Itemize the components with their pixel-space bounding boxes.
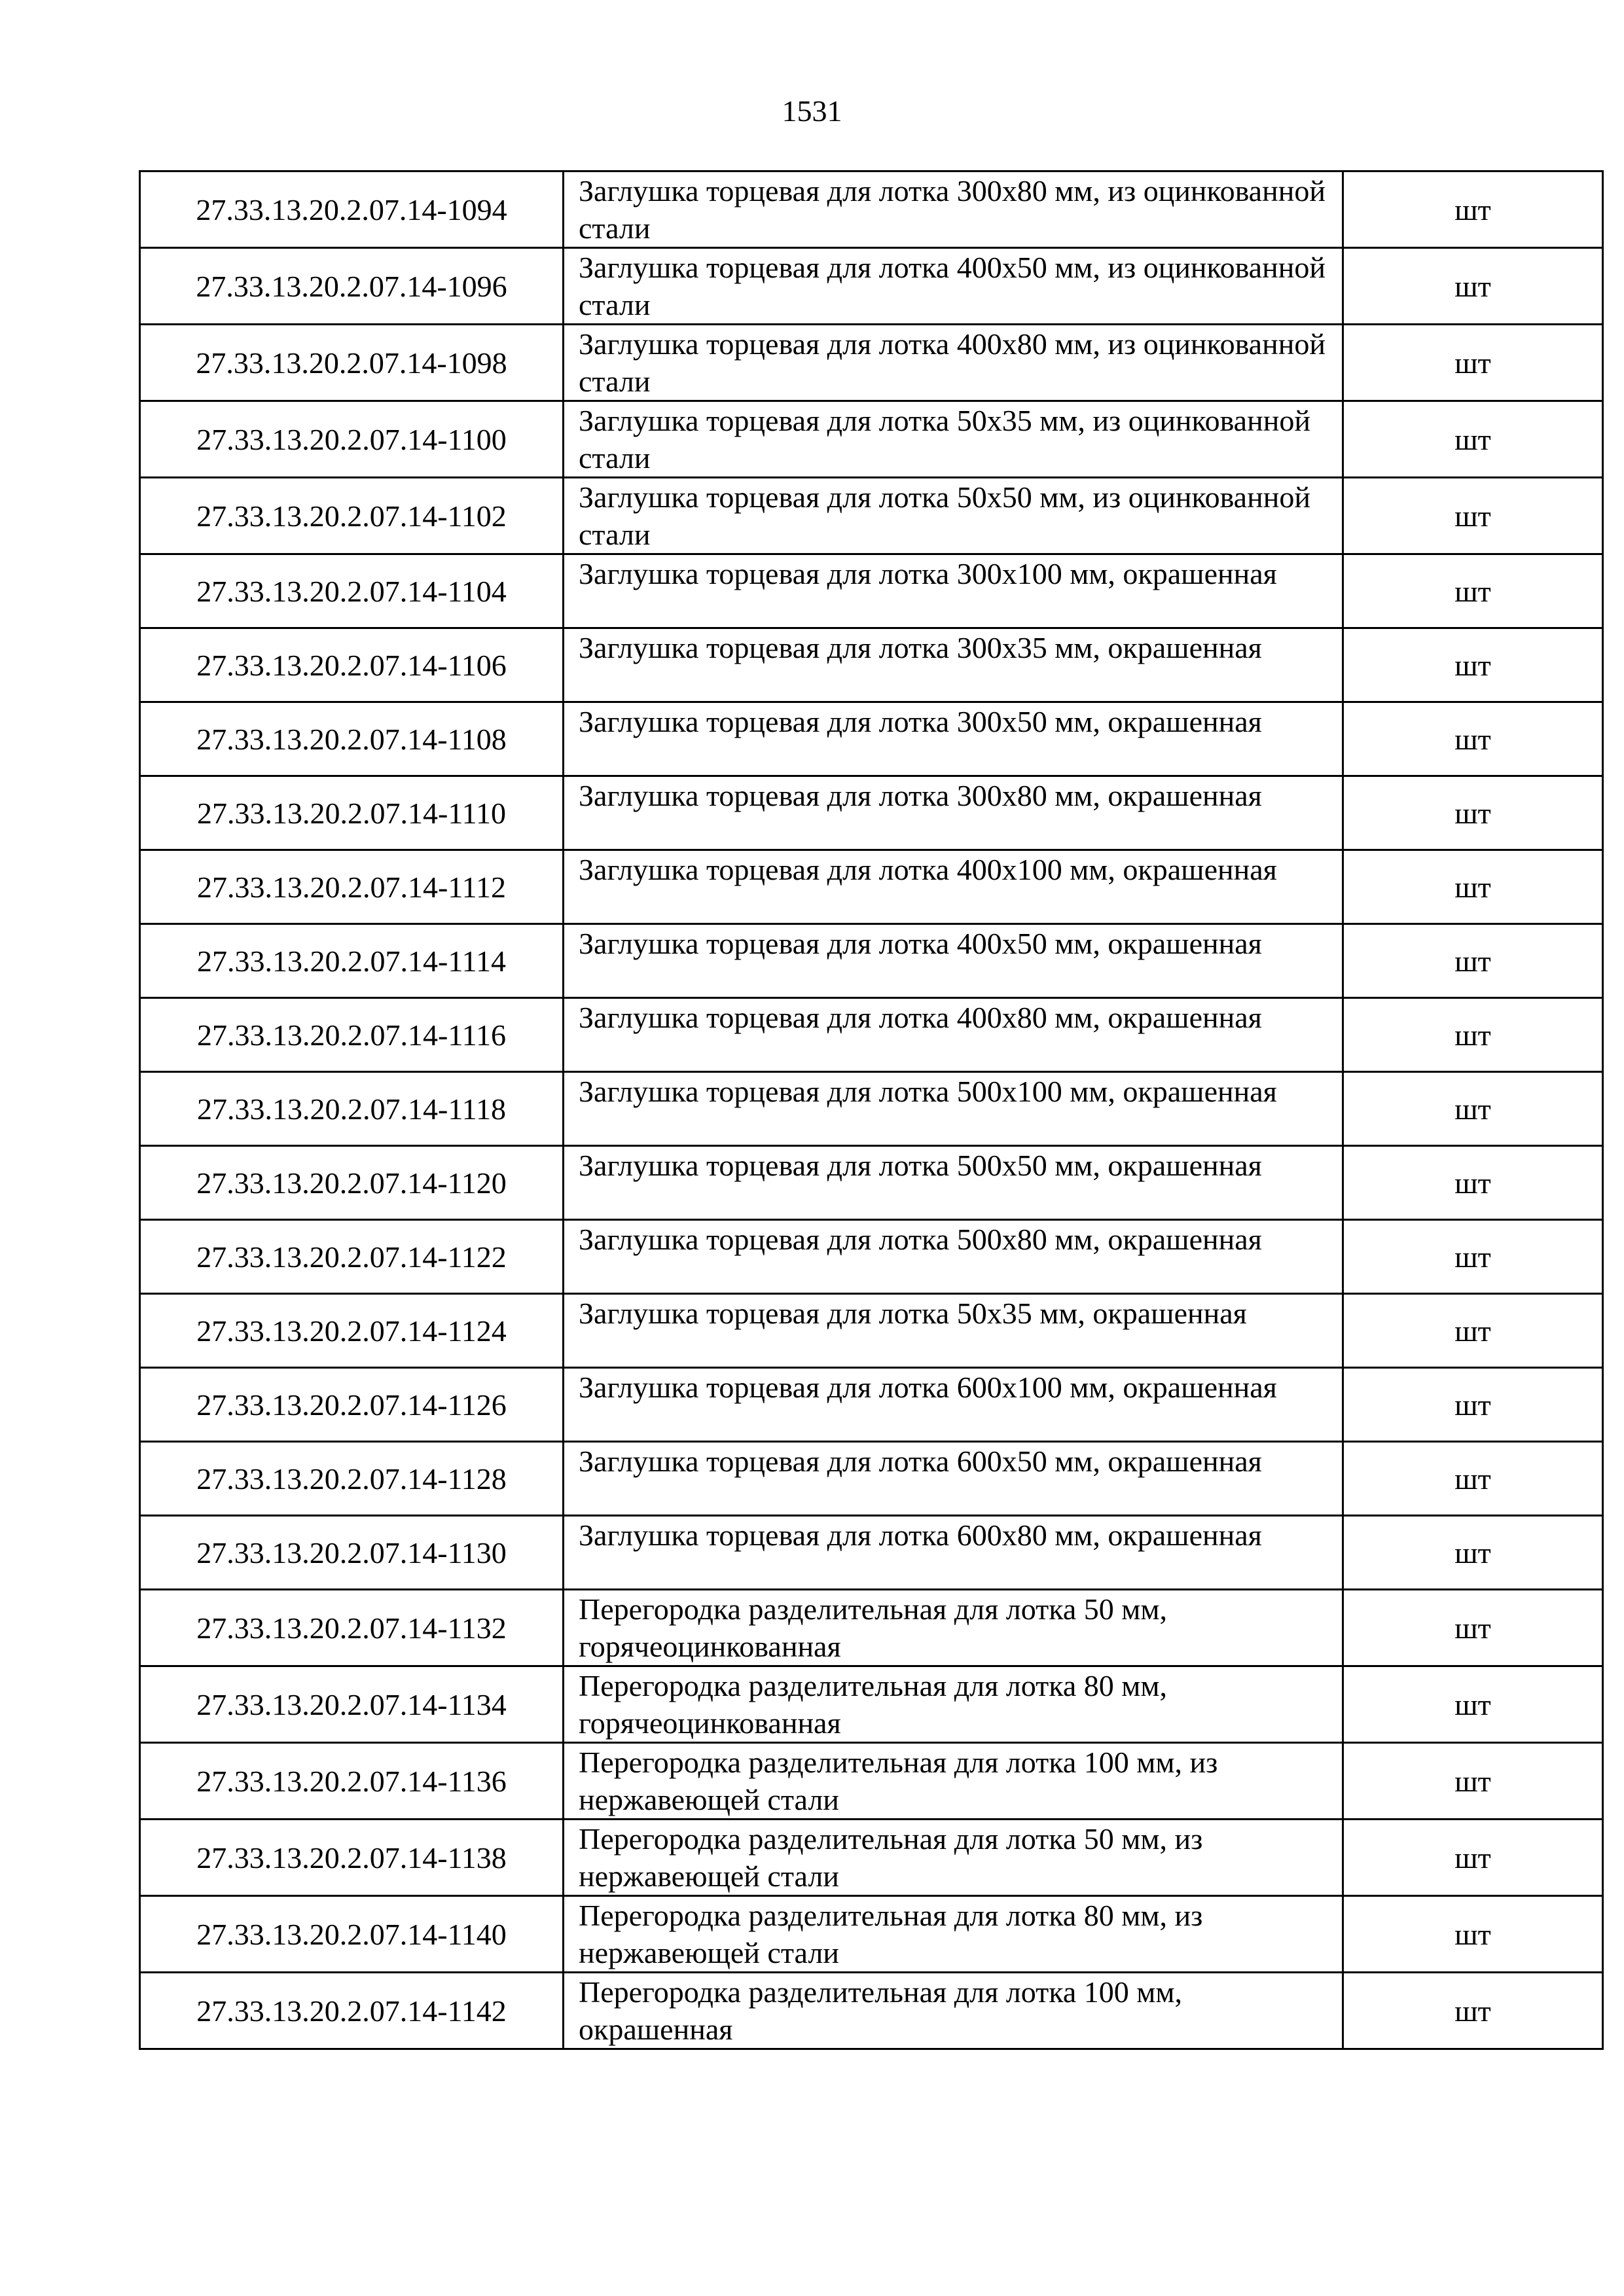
resource-name-text: Перегородка разделительная для лотка 80 мм, из нержавеющей стали bbox=[579, 1899, 1203, 1969]
unit-cell: шт bbox=[1343, 1896, 1603, 1973]
resource-code-cell: 27.33.13.20.2.07.14-1114 bbox=[140, 924, 564, 998]
unit-cell: шт bbox=[1343, 1820, 1603, 1896]
resource-name-cell bbox=[564, 628, 1343, 702]
unit-cell: шт bbox=[1343, 1442, 1603, 1516]
unit-cell: шт bbox=[1343, 776, 1603, 850]
unit-cell: шт bbox=[1343, 1146, 1603, 1220]
table-row bbox=[140, 628, 1603, 702]
unit-cell: шт bbox=[1343, 1516, 1603, 1590]
unit-cell: шт bbox=[1343, 702, 1603, 776]
table-row bbox=[140, 850, 1603, 924]
resource-code-cell: 27.33.13.20.2.07.14-1136 bbox=[140, 1743, 564, 1820]
resource-name-cell bbox=[564, 554, 1343, 628]
resource-name-cell bbox=[564, 1820, 1343, 1896]
resource-name-text: Заглушка торцевая для лотка 300х100 мм, окрашенная bbox=[579, 557, 1277, 590]
unit-cell: шт bbox=[1343, 1294, 1603, 1368]
resource-name-cell bbox=[564, 1442, 1343, 1516]
resource-name-text: Заглушка торцевая для лотка 400х80 мм, из оцинкованной стали bbox=[579, 327, 1326, 398]
resource-name-cell bbox=[564, 1294, 1343, 1368]
table-row bbox=[140, 998, 1603, 1072]
resource-code-cell: 27.33.13.20.2.07.14-1094 bbox=[140, 171, 564, 248]
unit-cell: шт bbox=[1343, 171, 1603, 248]
resource-name-cell bbox=[564, 1743, 1343, 1820]
unit-cell: шт bbox=[1343, 1590, 1603, 1666]
resource-name-text: Заглушка торцевая для лотка 600х50 мм, окрашенная bbox=[579, 1444, 1262, 1478]
resource-name-cell bbox=[564, 1146, 1343, 1220]
table-row bbox=[140, 325, 1603, 401]
unit-cell: шт bbox=[1343, 850, 1603, 924]
resource-name-cell bbox=[564, 1516, 1343, 1590]
resource-code-cell: 27.33.13.20.2.07.14-1096 bbox=[140, 248, 564, 325]
resource-name-cell bbox=[564, 1590, 1343, 1666]
resource-name-text: Заглушка торцевая для лотка 400х80 мм, окрашенная bbox=[579, 1001, 1262, 1034]
resource-name-text: Заглушка торцевая для лотка 500х50 мм, окрашенная bbox=[579, 1149, 1262, 1182]
resource-code-cell: 27.33.13.20.2.07.14-1126 bbox=[140, 1368, 564, 1442]
resource-name-cell bbox=[564, 1368, 1343, 1442]
table-row bbox=[140, 776, 1603, 850]
unit-cell: шт bbox=[1343, 1973, 1603, 2049]
resource-code-cell: 27.33.13.20.2.07.14-1140 bbox=[140, 1896, 564, 1973]
unit-cell: шт bbox=[1343, 325, 1603, 401]
resource-name-cell bbox=[564, 1220, 1343, 1294]
resource-code-cell: 27.33.13.20.2.07.14-1130 bbox=[140, 1516, 564, 1590]
resource-name-text: Заглушка торцевая для лотка 400х50 мм, из оцинкованной стали bbox=[579, 251, 1326, 321]
table-row bbox=[140, 1072, 1603, 1146]
resource-name-cell bbox=[564, 702, 1343, 776]
resource-code-cell: 27.33.13.20.2.07.14-1128 bbox=[140, 1442, 564, 1516]
unit-cell: шт bbox=[1343, 554, 1603, 628]
resource-name-text: Перегородка разделительная для лотка 100 мм, из нержавеющей стали bbox=[579, 1746, 1218, 1816]
table-row bbox=[140, 1666, 1603, 1743]
resource-name-cell bbox=[564, 325, 1343, 401]
table-row bbox=[140, 702, 1603, 776]
table-row bbox=[140, 171, 1603, 248]
resource-name-text: Заглушка торцевая для лотка 300х50 мм, окрашенная bbox=[579, 705, 1262, 738]
table-row bbox=[140, 1146, 1603, 1220]
resource-code-cell: 27.33.13.20.2.07.14-1120 bbox=[140, 1146, 564, 1220]
resource-code-cell: 27.33.13.20.2.07.14-1142 bbox=[140, 1973, 564, 2049]
resource-name-text: Заглушка торцевая для лотка 300х80 мм, окрашенная bbox=[579, 779, 1262, 812]
resource-code-cell: 27.33.13.20.2.07.14-1102 bbox=[140, 478, 564, 554]
resource-name-text: Перегородка разделительная для лотка 50 мм, из нержавеющей стали bbox=[579, 1822, 1203, 1893]
resource-code-cell: 27.33.13.20.2.07.14-1134 bbox=[140, 1666, 564, 1743]
table-row bbox=[140, 1220, 1603, 1294]
resource-name-text: Заглушка торцевая для лотка 600х100 мм, окрашенная bbox=[579, 1371, 1277, 1404]
table-row bbox=[140, 1442, 1603, 1516]
unit-cell: шт bbox=[1343, 1743, 1603, 1820]
table-row bbox=[140, 1516, 1603, 1590]
resource-code-table bbox=[139, 170, 1604, 2050]
table-row bbox=[140, 1973, 1603, 2049]
table-body bbox=[140, 171, 1603, 2049]
resource-name-text: Заглушка торцевая для лотка 500х100 мм, окрашенная bbox=[579, 1075, 1277, 1108]
resource-code-cell: 27.33.13.20.2.07.14-1112 bbox=[140, 850, 564, 924]
unit-cell: шт bbox=[1343, 1666, 1603, 1743]
unit-cell: шт bbox=[1343, 1368, 1603, 1442]
resource-name-text: Заглушка торцевая для лотка 300х35 мм, окрашенная bbox=[579, 631, 1262, 664]
resource-name-text: Заглушка торцевая для лотка 50х35 мм, окрашенная bbox=[579, 1297, 1247, 1330]
resource-code-cell: 27.33.13.20.2.07.14-1098 bbox=[140, 325, 564, 401]
resource-name-cell bbox=[564, 998, 1343, 1072]
table-row bbox=[140, 1590, 1603, 1666]
resource-name-text: Заглушка торцевая для лотка 300х80 мм, из оцинкованной стали bbox=[579, 174, 1326, 245]
unit-cell: шт bbox=[1343, 401, 1603, 478]
resource-name-text: Перегородка разделительная для лотка 100 мм, окрашенная bbox=[579, 1975, 1182, 2046]
table-row bbox=[140, 1294, 1603, 1368]
resource-name-text: Заглушка торцевая для лотка 50х50 мм, из оцинкованной стали bbox=[579, 480, 1310, 551]
unit-cell: шт bbox=[1343, 628, 1603, 702]
resource-name-text: Перегородка разделительная для лотка 80 мм, горячеоцинкованная bbox=[579, 1669, 1167, 1740]
resource-name-cell bbox=[564, 1973, 1343, 2049]
table-row bbox=[140, 1368, 1603, 1442]
resource-code-cell: 27.33.13.20.2.07.14-1104 bbox=[140, 554, 564, 628]
resource-name-text: Заглушка торцевая для лотка 400х100 мм, окрашенная bbox=[579, 853, 1277, 886]
unit-cell: шт bbox=[1343, 248, 1603, 325]
resource-name-text: Заглушка торцевая для лотка 600х80 мм, окрашенная bbox=[579, 1518, 1262, 1552]
page-number: 1531 bbox=[782, 94, 842, 128]
unit-cell: шт bbox=[1343, 924, 1603, 998]
resource-name-cell bbox=[564, 248, 1343, 325]
resource-name-cell bbox=[564, 1666, 1343, 1743]
table-row bbox=[140, 924, 1603, 998]
unit-cell: шт bbox=[1343, 1072, 1603, 1146]
unit-cell: шт bbox=[1343, 998, 1603, 1072]
resource-code-cell: 27.33.13.20.2.07.14-1106 bbox=[140, 628, 564, 702]
resource-name-cell bbox=[564, 1896, 1343, 1973]
table-row bbox=[140, 1820, 1603, 1896]
resource-name-cell bbox=[564, 478, 1343, 554]
resource-code-cell: 27.33.13.20.2.07.14-1110 bbox=[140, 776, 564, 850]
table-row bbox=[140, 478, 1603, 554]
resource-name-cell bbox=[564, 850, 1343, 924]
resource-name-text: Заглушка торцевая для лотка 500х80 мм, окрашенная bbox=[579, 1223, 1262, 1256]
table-row bbox=[140, 1896, 1603, 1973]
resource-code-cell: 27.33.13.20.2.07.14-1132 bbox=[140, 1590, 564, 1666]
resource-name-cell bbox=[564, 171, 1343, 248]
resource-code-cell: 27.33.13.20.2.07.14-1122 bbox=[140, 1220, 564, 1294]
table-row bbox=[140, 248, 1603, 325]
resource-code-cell: 27.33.13.20.2.07.14-1118 bbox=[140, 1072, 564, 1146]
resource-code-cell: 27.33.13.20.2.07.14-1116 bbox=[140, 998, 564, 1072]
resource-code-cell: 27.33.13.20.2.07.14-1108 bbox=[140, 702, 564, 776]
unit-cell: шт bbox=[1343, 478, 1603, 554]
resource-name-text: Перегородка разделительная для лотка 50 мм, горячеоцинкованная bbox=[579, 1592, 1167, 1663]
resource-name-cell bbox=[564, 776, 1343, 850]
resource-name-text: Заглушка торцевая для лотка 400х50 мм, окрашенная bbox=[579, 927, 1262, 960]
resource-name-cell bbox=[564, 1072, 1343, 1146]
resource-code-cell: 27.33.13.20.2.07.14-1100 bbox=[140, 401, 564, 478]
resource-code-cell: 27.33.13.20.2.07.14-1138 bbox=[140, 1820, 564, 1896]
table-row bbox=[140, 1743, 1603, 1820]
unit-cell: шт bbox=[1343, 1220, 1603, 1294]
table-row bbox=[140, 554, 1603, 628]
table-row bbox=[140, 401, 1603, 478]
resource-name-text: Заглушка торцевая для лотка 50х35 мм, из оцинкованной стали bbox=[579, 404, 1310, 475]
resource-name-cell bbox=[564, 401, 1343, 478]
resource-name-cell bbox=[564, 924, 1343, 998]
resource-code-cell: 27.33.13.20.2.07.14-1124 bbox=[140, 1294, 564, 1368]
